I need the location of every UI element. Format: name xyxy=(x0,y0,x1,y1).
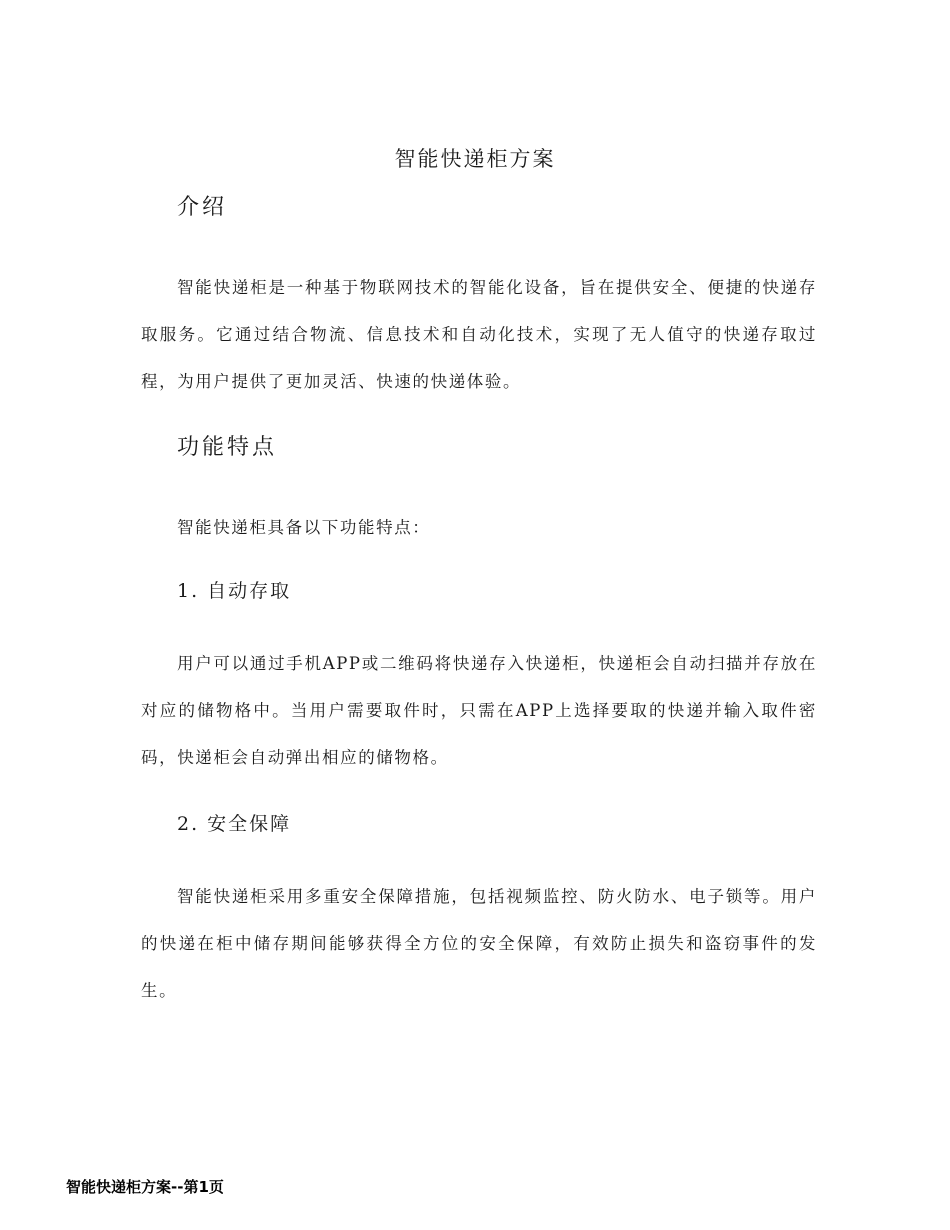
section-heading-features: 功能特点 xyxy=(177,435,278,460)
intro-paragraph: 智能快递柜是一种基于物联网技术的智能化设备，旨在提供安全、便捷的快递存取服务。它通过结合物流、信息技术和自动化技术，实现了无人值守的快递存取过程，为用户提供了更加灵活、快速的快递体验。 xyxy=(141,278,817,391)
section-heading-intro: 介绍 xyxy=(177,195,228,220)
feature-title-security: 2. 安全保障 xyxy=(177,813,292,835)
feature-paragraph-auto-access: 用户可以通过手机APP或二维码将快递存入快递柜，快递柜会自动扫描并存放在对应的储物格中。当用户需要取件时，只需在APP上选择要取的快递并输入取件密码，快递柜会自动弹出相应的储物格。 xyxy=(141,654,817,767)
features-lead-text: 智能快递柜具备以下功能特点： xyxy=(177,518,431,537)
page-footer: 智能快递柜方案--第1页 xyxy=(66,1178,224,1196)
feature-title-auto-access: 1. 自动存取 xyxy=(177,580,292,602)
feature-paragraph-security: 智能快递柜采用多重安全保障措施，包括视频监控、防火防水、电子锁等。用户的快递在柜中储存期间能够获得全方位的安全保障，有效防止损失和盗窃事件的发生。 xyxy=(141,887,817,1000)
document-title: 智能快递柜方案 xyxy=(394,147,556,171)
